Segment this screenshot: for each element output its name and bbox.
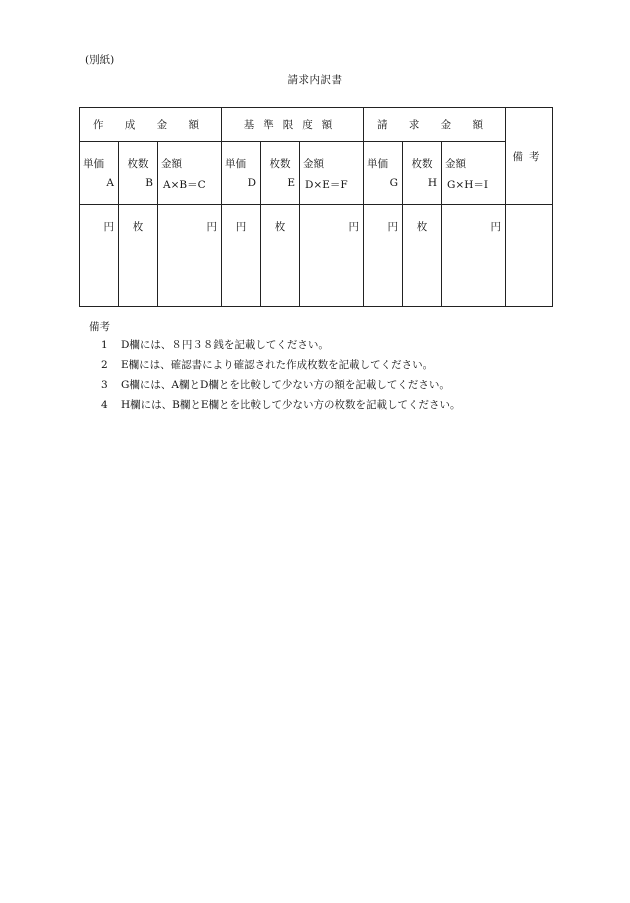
col-code: E bbox=[287, 177, 295, 189]
col-code: A bbox=[106, 177, 114, 189]
group-header-row bbox=[80, 108, 553, 142]
cell-a bbox=[80, 205, 119, 307]
unit-label: 円 bbox=[348, 221, 360, 233]
unit-label: 枚 bbox=[132, 221, 144, 233]
cell-d bbox=[222, 205, 261, 307]
note-text: H欄には、B欄とE欄とを比較して少ない方の枚数を記載してください。 bbox=[121, 399, 461, 411]
col-header-i bbox=[442, 142, 506, 205]
unit-label: 枚 bbox=[416, 221, 428, 233]
col-label: 枚数 bbox=[411, 158, 433, 170]
col-header-e bbox=[261, 142, 300, 205]
note-item bbox=[101, 397, 461, 412]
cell-remarks bbox=[506, 205, 553, 307]
group-header-claim-amount: 請 求 金 額 bbox=[364, 108, 506, 142]
attachment-label: (別紙) bbox=[85, 54, 115, 66]
col-code: A×B＝C bbox=[163, 179, 206, 191]
note-text: E欄には、確認書により確認された作成枚数を記載してください。 bbox=[121, 359, 434, 371]
unit-label: 円 bbox=[206, 221, 217, 233]
col-code: D×E＝F bbox=[305, 179, 348, 191]
col-header-h bbox=[403, 142, 442, 205]
note-item bbox=[101, 377, 450, 392]
note-text: G欄には、A欄とD欄とを比較して少ない方の額を記載してください。 bbox=[121, 379, 450, 391]
cell-b bbox=[119, 205, 158, 307]
data-row bbox=[80, 205, 553, 307]
col-code: G bbox=[389, 177, 399, 189]
col-header-c bbox=[158, 142, 222, 205]
note-item bbox=[101, 357, 433, 372]
col-header-a bbox=[80, 142, 119, 205]
col-header-b bbox=[119, 142, 158, 205]
col-code: G×H＝I bbox=[447, 179, 489, 191]
col-header-d bbox=[222, 142, 261, 205]
unit-label: 枚 bbox=[274, 221, 286, 233]
cell-f bbox=[300, 205, 364, 307]
cell-h bbox=[403, 205, 442, 307]
unit-label: 円 bbox=[103, 221, 114, 233]
cell-g bbox=[364, 205, 403, 307]
remarks-column-header: 備考 bbox=[506, 108, 553, 205]
col-label: 金額 bbox=[445, 158, 467, 170]
col-header-f bbox=[300, 142, 364, 205]
col-label: 金額 bbox=[161, 158, 182, 170]
note-number: 4 bbox=[101, 399, 108, 411]
col-label: 枚数 bbox=[269, 158, 291, 170]
col-code: B bbox=[145, 177, 153, 189]
unit-label: 円 bbox=[490, 221, 502, 233]
sub-header-row bbox=[80, 142, 553, 205]
col-code: D bbox=[247, 177, 256, 189]
col-label: 単価 bbox=[225, 158, 246, 170]
group-header-created-amount: 作 成 金 額 bbox=[80, 108, 222, 142]
document-title: 請求内訳書 bbox=[287, 74, 343, 86]
cell-c bbox=[158, 205, 222, 307]
note-number: 3 bbox=[101, 379, 108, 391]
unit-label: 円 bbox=[235, 221, 247, 233]
breakdown-table bbox=[79, 107, 553, 307]
group-header-standard-limit: 基準限度額 bbox=[222, 108, 364, 142]
cell-i bbox=[442, 205, 506, 307]
col-label: 単価 bbox=[83, 158, 104, 170]
col-header-g bbox=[364, 142, 403, 205]
col-code: H bbox=[427, 177, 438, 189]
cell-e bbox=[261, 205, 300, 307]
col-label: 枚数 bbox=[127, 158, 149, 170]
note-number: 1 bbox=[101, 339, 108, 351]
col-label: 単価 bbox=[367, 158, 389, 170]
col-label: 金額 bbox=[303, 158, 324, 170]
note-text: D欄には、８円３８銭を記載してください。 bbox=[121, 339, 329, 351]
remarks-label: 備考 bbox=[89, 321, 110, 333]
note-number: 2 bbox=[101, 359, 108, 371]
unit-label: 円 bbox=[387, 221, 399, 233]
note-item bbox=[101, 337, 329, 352]
